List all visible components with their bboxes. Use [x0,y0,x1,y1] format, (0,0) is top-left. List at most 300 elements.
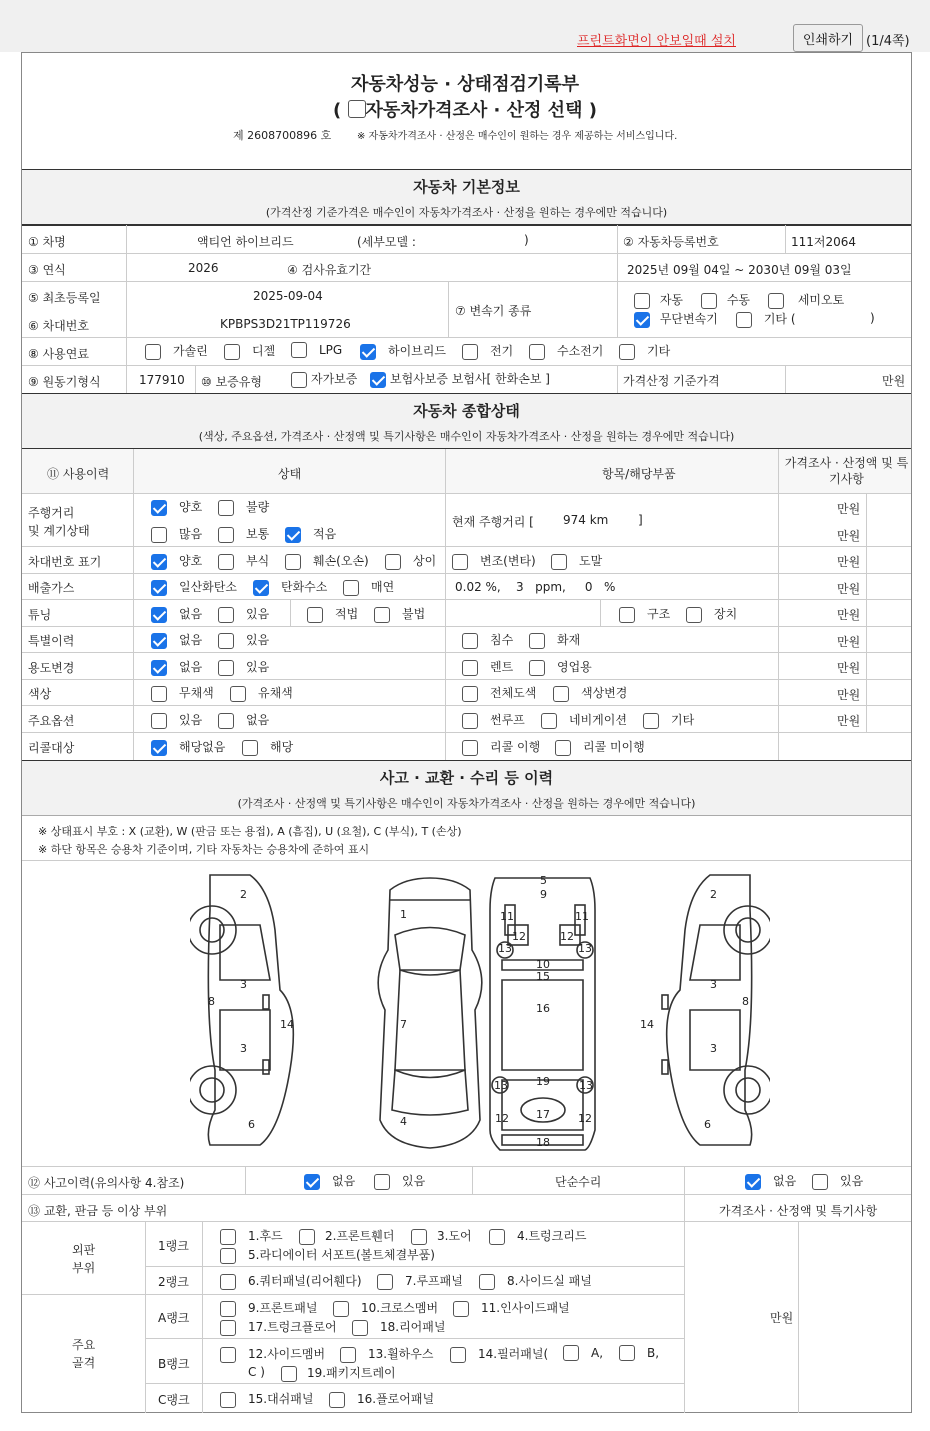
option-sunroof[interactable] [462,711,525,729]
part-number: 8 [208,995,215,1008]
option-label: 리콜 미이행 [583,740,645,754]
part-quarter-panel[interactable] [220,1272,362,1290]
checkbox[interactable] [619,1345,635,1361]
part-rear-panel[interactable] [352,1318,445,1336]
option-label: 해당없음 [179,740,226,754]
mileage-bad[interactable] [218,498,269,516]
part-front-fender[interactable] [299,1227,394,1245]
exhaust-smoke[interactable] [343,578,394,596]
checkbox[interactable] [291,372,307,388]
base-price-unit: 만원 [882,374,906,388]
part-door[interactable] [411,1227,472,1245]
option-label: 있음 [246,607,270,621]
price-check-checkbox[interactable] [348,100,366,118]
option-label: 리콜 이행 [490,740,541,754]
part-inside-panel[interactable] [453,1299,570,1317]
part-cross-member[interactable] [333,1299,438,1317]
checkbox[interactable] [462,740,478,756]
checkbox[interactable] [218,633,234,649]
checkbox[interactable] [220,1248,236,1264]
tuning-device[interactable] [686,605,737,623]
current-mileage-close: ] [638,513,643,527]
checkbox[interactable] [224,344,240,360]
option-label: 양호 [179,554,203,568]
accident-exists[interactable] [374,1172,425,1190]
option-label: 도말 [579,554,603,568]
checkbox[interactable] [453,1301,469,1317]
checkbox[interactable] [377,1274,393,1290]
checkbox[interactable] [736,312,752,328]
checkbox[interactable] [555,740,571,756]
option-other[interactable] [643,711,694,729]
checkbox[interactable] [151,580,167,596]
checkbox[interactable] [479,1274,495,1290]
checkbox[interactable] [218,660,234,676]
checkbox[interactable] [285,554,301,570]
checkbox[interactable] [553,686,569,702]
option-label: 유채색 [258,686,293,700]
checkbox[interactable] [151,686,167,702]
checkbox[interactable] [151,554,167,570]
checkbox[interactable] [220,1347,236,1363]
part-wheel-house[interactable] [340,1345,433,1363]
part-side-sill[interactable] [479,1272,592,1290]
option-label: 적음 [313,527,337,541]
checkbox[interactable] [151,500,167,516]
option-yes[interactable] [151,711,202,729]
tuning-exists[interactable] [218,605,269,623]
option-label: 부식 [246,554,270,568]
option-label: 무단변속기 [659,312,718,326]
checkbox[interactable] [340,1347,356,1363]
part-trunk-lid[interactable] [489,1227,586,1245]
option-label: 전기 [490,344,514,358]
checkbox[interactable] [452,554,468,570]
checkbox[interactable] [343,580,359,596]
option-label: 침수 [490,633,514,647]
price-check-label: 자동차가격조사 · 산정 선택 [365,100,583,121]
checkbox[interactable] [634,312,650,328]
color-achromatic[interactable] [151,684,214,702]
divider [778,449,779,760]
pillar-a[interactable] [563,1345,603,1361]
first-reg-date: 2025-09-04 [253,289,323,303]
engine-type: 177910 [139,373,185,387]
part-front-panel[interactable] [220,1299,317,1317]
checkbox[interactable] [220,1274,236,1290]
option-label: 13.휠하우스 [368,1347,434,1361]
simple-repair-none[interactable] [745,1172,796,1190]
section-subtitle: (색상, 주요옵션, 가격조사 · 산정액 및 특기사항은 매수인이 자동차가격조사 · 산정을 원하는 경우에만 적습니다) [198,430,735,443]
tuning-legal[interactable] [307,605,358,623]
checkbox[interactable] [462,713,478,729]
color-full-paint[interactable] [462,684,536,702]
checkbox[interactable] [701,293,717,309]
option-label: 불법 [402,607,426,621]
model-year-label: ③ 연식 [28,263,66,277]
exhaust-values: 0.02 %, 3 ppm, 0 % [455,580,616,594]
option-label: 1.후드 [248,1229,283,1243]
checkbox[interactable] [619,607,635,623]
overall-header [22,394,911,448]
divider [798,1221,799,1413]
part-number: 1 [400,908,407,921]
option-label: 훼손(오손) [313,554,369,568]
checkbox[interactable] [242,740,258,756]
vin-altered[interactable] [452,552,536,570]
special-exists[interactable] [218,631,269,649]
tuning-structure[interactable] [619,605,670,623]
tuning-illegal[interactable] [374,605,425,623]
checkbox[interactable] [151,713,167,729]
part-number: 12 [560,930,574,943]
color-changed[interactable] [553,684,627,702]
option-label: 구조 [647,607,671,621]
checkbox[interactable] [462,686,478,702]
price-unit: 만원 [837,608,861,622]
warranty-self[interactable] [291,370,357,388]
usage-rent[interactable] [462,658,513,676]
part-pillar-panel[interactable] [450,1345,548,1363]
checkbox[interactable] [218,607,234,623]
color-chromatic[interactable] [230,684,293,702]
part-number: 7 [400,1018,407,1031]
checkbox[interactable] [812,1174,828,1190]
option-label: 자동 [659,293,684,307]
swap-label: ⑬ 교환, 판금 등 이상 부위 [28,1204,168,1218]
checkbox[interactable] [745,1174,761,1190]
special-flood[interactable] [462,631,513,649]
checkbox[interactable] [411,1229,427,1245]
checkbox[interactable] [151,633,167,649]
divider [22,1166,911,1167]
price-unit: 만원 [837,688,861,702]
checkbox[interactable] [151,527,167,543]
special-none[interactable] [151,631,202,649]
vin-different[interactable] [385,552,436,570]
divider [472,1166,473,1194]
part-package-tray[interactable] [281,1364,396,1382]
print-button[interactable]: 인쇄하기 [793,24,863,52]
inspection-label: ④ 검사유효기간 [287,263,372,277]
option-label: 있음 [246,660,270,674]
checkbox[interactable] [462,633,478,649]
checkbox[interactable] [145,344,161,360]
main-frame-label-2: 골격 [72,1356,96,1370]
engine-label: ⑨ 원동기형식 [28,375,101,389]
rank-c-label: C랭크 [158,1393,190,1407]
divider [22,253,911,254]
vin-mark-label: 차대번호 표기 [28,555,102,569]
part-number: 13 [498,942,512,955]
exhaust-hc[interactable] [253,578,327,596]
option-navigation[interactable] [541,711,627,729]
price-unit: 만원 [837,635,861,649]
checkbox[interactable] [230,686,246,702]
divider [617,225,618,281]
option-label: 일산화탄소 [179,580,237,594]
option-label: 9.프론트패널 [248,1301,318,1315]
usage-business[interactable] [529,658,592,676]
section-title: 자동차 종합상태 [413,402,520,420]
legend-note: ※ 상태표시 부호 : X (교환), W (판금 또는 용접), A (흠집), U (요철), C (부식), T (손상) [38,825,462,838]
section-title: 자동차 기본정보 [413,178,520,196]
exhaust-co[interactable] [151,578,237,596]
checkbox[interactable] [643,713,659,729]
pillar-b[interactable] [619,1345,659,1361]
checkbox[interactable] [329,1392,345,1408]
option-label: 있음 [179,713,203,727]
trans-semi[interactable] [768,291,844,309]
vin-corroded[interactable] [218,552,269,570]
pillar-c: C ) [248,1365,265,1379]
price-unit: 만원 [837,582,861,596]
divider [22,815,911,816]
part-number: 11 [575,910,589,923]
divider [445,449,446,760]
option-label: 17.트렁크플로어 [248,1320,337,1334]
paren-open: ( [333,100,342,121]
accident-none[interactable] [304,1172,355,1190]
part-number: 14 [280,1018,294,1031]
checkbox[interactable] [374,607,390,623]
option-label: 기타 [671,713,695,727]
part-trunk-floor[interactable] [220,1318,337,1336]
option-label: 19.패키지트레이 [307,1366,396,1380]
checkbox[interactable] [253,580,269,596]
checkbox[interactable] [563,1345,579,1361]
divider [145,1221,146,1413]
mileage-label-2: 및 계기상태 [28,524,90,538]
part-number: 12 [512,930,526,943]
price-unit: 만원 [837,529,861,543]
checkbox[interactable] [360,344,376,360]
checkbox[interactable] [291,342,307,358]
price-unit: 만원 [770,1311,794,1325]
option-label: 있음 [402,1174,426,1188]
vin-damaged[interactable] [285,552,369,570]
part-number: 12 [495,1112,509,1125]
tuning-label: 튜닝 [28,608,52,622]
checkbox[interactable] [304,1174,320,1190]
exhaust-label: 배출가스 [28,581,75,595]
fuel-hydrogen[interactable] [529,342,603,360]
special-fire[interactable] [529,631,580,649]
checkbox[interactable] [218,527,234,543]
checkbox[interactable] [529,633,545,649]
trans-manual[interactable] [701,291,750,309]
divider [145,1338,685,1339]
accident-header [22,761,911,815]
part-dash-panel[interactable] [220,1390,313,1408]
price-unit: 만원 [837,714,861,728]
fuel-gasoline[interactable] [145,342,208,360]
recall-done[interactable] [462,738,540,756]
part-number: 4 [400,1115,407,1128]
part-number: 12 [578,1112,592,1125]
warranty-insurance[interactable] [370,370,550,388]
fuel-electric[interactable] [462,342,513,360]
fuel-lpg[interactable] [291,342,342,358]
checkbox[interactable] [489,1229,505,1245]
car-top-view [378,878,482,1148]
option-label: 없음 [179,660,203,674]
checkbox[interactable] [220,1320,236,1336]
part-roof-panel[interactable] [377,1272,463,1290]
accident-history-label: ⑫ 사고이력(유의사항 4.참조) [28,1176,185,1190]
divider [617,365,618,393]
option-label: 탄화수소 [281,580,328,594]
part-number: 2 [240,888,247,901]
checkbox[interactable] [218,500,234,516]
car-side-right [662,875,770,1145]
part-number: 16 [536,1002,550,1015]
usage-none[interactable] [151,658,202,676]
car-side-left [190,875,293,1145]
option-label: A, [591,1345,604,1360]
option-label: 없음 [179,607,203,621]
option-label: 화재 [557,633,581,647]
checkbox[interactable] [462,344,478,360]
checkbox[interactable] [370,372,386,388]
col-price: 가격조사 · 산정액 및 특기사항 [784,456,909,486]
checkbox[interactable] [220,1301,236,1317]
service-notice: ※ 자동차가격조사 · 산정은 매수인이 원하는 경우 제공하는 서비스입니다. [357,131,678,142]
vin-good[interactable] [151,552,202,570]
checkbox[interactable] [551,554,567,570]
fuel-hybrid[interactable] [360,342,446,360]
recall-applicable[interactable] [242,738,293,756]
price-col-label: 가격조사 · 산정액 및 특기사항 [719,1204,878,1218]
option-label: 7.루프패널 [405,1274,463,1288]
option-label: 불량 [246,500,270,514]
fuel-diesel[interactable] [224,342,275,360]
warranty-label: ⑩ 보증유형 [201,375,262,389]
option-no[interactable] [218,711,269,729]
option-label: 장치 [714,607,738,621]
current-mileage-label: 현재 주행거리 [ [452,515,534,529]
checkbox[interactable] [218,713,234,729]
divider [290,599,291,626]
checkbox[interactable] [768,293,784,309]
usage-exists[interactable] [218,658,269,676]
part-number: 3 [240,978,247,991]
print-help-link[interactable]: 프린트화면이 안보일때 설치 [577,34,736,49]
part-number: 13 [579,1079,593,1092]
part-number: 3 [710,1042,717,1055]
paren-close: ) [588,100,597,121]
simple-repair-label: 단순수리 [555,1175,602,1189]
option-label: 영업용 [557,660,592,674]
vin-painted[interactable] [551,552,602,570]
outer-panel-label-2: 부위 [72,1261,96,1275]
part-number: 6 [704,1118,711,1131]
checkbox[interactable] [220,1392,236,1408]
option-label: 있음 [840,1174,864,1188]
option-label: 세미오토 [797,293,845,307]
option-label: 18.리어패널 [380,1320,446,1334]
option-label: 양호 [179,500,203,514]
part-number: 11 [500,910,514,923]
part-side-member[interactable] [220,1345,325,1363]
checkbox[interactable] [529,344,545,360]
divider [202,1221,203,1413]
trans-auto[interactable] [634,291,683,309]
option-label: 네비게이션 [569,713,627,727]
car-part-diagram [190,870,770,1160]
divider [22,365,911,366]
top-bar [0,0,930,52]
checkbox[interactable] [281,1366,297,1382]
checkbox[interactable] [151,740,167,756]
checkbox[interactable] [619,344,635,360]
option-label: 6.쿼터패널(리어휀다) [248,1274,362,1288]
option-label: 보험사보증 보험사[ 한화손보 ] [390,372,550,386]
checkbox[interactable] [352,1320,368,1336]
option-label: 무채색 [179,686,214,700]
checkbox[interactable] [151,660,167,676]
part-number: 13 [494,1079,508,1092]
divider [448,281,449,337]
rank-1-label: 1랭크 [158,1239,189,1253]
option-label: 12.사이드멤버 [248,1347,326,1361]
part-floor-panel[interactable] [329,1390,434,1408]
checkbox[interactable] [218,554,234,570]
mileage-few[interactable] [285,525,336,543]
mileage-many[interactable] [151,525,202,543]
part-number: 6 [248,1118,255,1131]
trans-other[interactable] [736,310,796,328]
section-title: 사고 · 교환 · 수리 등 이력 [379,769,554,787]
option-label: 변조(변타) [480,554,536,568]
checkbox[interactable] [462,660,478,676]
divider [22,1294,685,1295]
checkbox[interactable] [220,1229,236,1245]
checkbox[interactable] [450,1347,466,1363]
checkbox[interactable] [333,1301,349,1317]
checkbox[interactable] [307,607,323,623]
basic-info-header [22,170,911,224]
checkbox[interactable] [634,293,650,309]
tuning-none[interactable] [151,605,202,623]
simple-repair-exists[interactable] [812,1172,863,1190]
recall-na[interactable] [151,738,225,756]
checkbox[interactable] [529,660,545,676]
checkbox[interactable] [299,1229,315,1245]
checkbox[interactable] [541,713,557,729]
option-label: 색상변경 [581,686,628,700]
part-number: 13 [578,942,592,955]
checkbox[interactable] [151,607,167,623]
checkbox[interactable] [285,527,301,543]
option-label: 수소전기 [557,344,604,358]
option-label: 수동 [726,293,751,307]
inspection-period: 2025년 09월 04일 ~ 2030년 09월 03일 [627,263,852,277]
mileage-normal[interactable] [218,525,269,543]
vin: KPBPS3D21TP119726 [220,317,351,331]
recall-not-done[interactable] [555,738,645,756]
mileage-good[interactable] [151,498,202,516]
checkbox[interactable] [374,1174,390,1190]
col-status: 상태 [278,467,302,481]
option-label: 16.플로어패널 [357,1392,435,1406]
trans-cvt[interactable] [634,310,718,328]
part-hood[interactable] [220,1227,283,1245]
checkbox[interactable] [385,554,401,570]
part-radiator-support[interactable] [220,1246,435,1264]
checkbox[interactable] [686,607,702,623]
fuel-other[interactable] [619,342,670,360]
